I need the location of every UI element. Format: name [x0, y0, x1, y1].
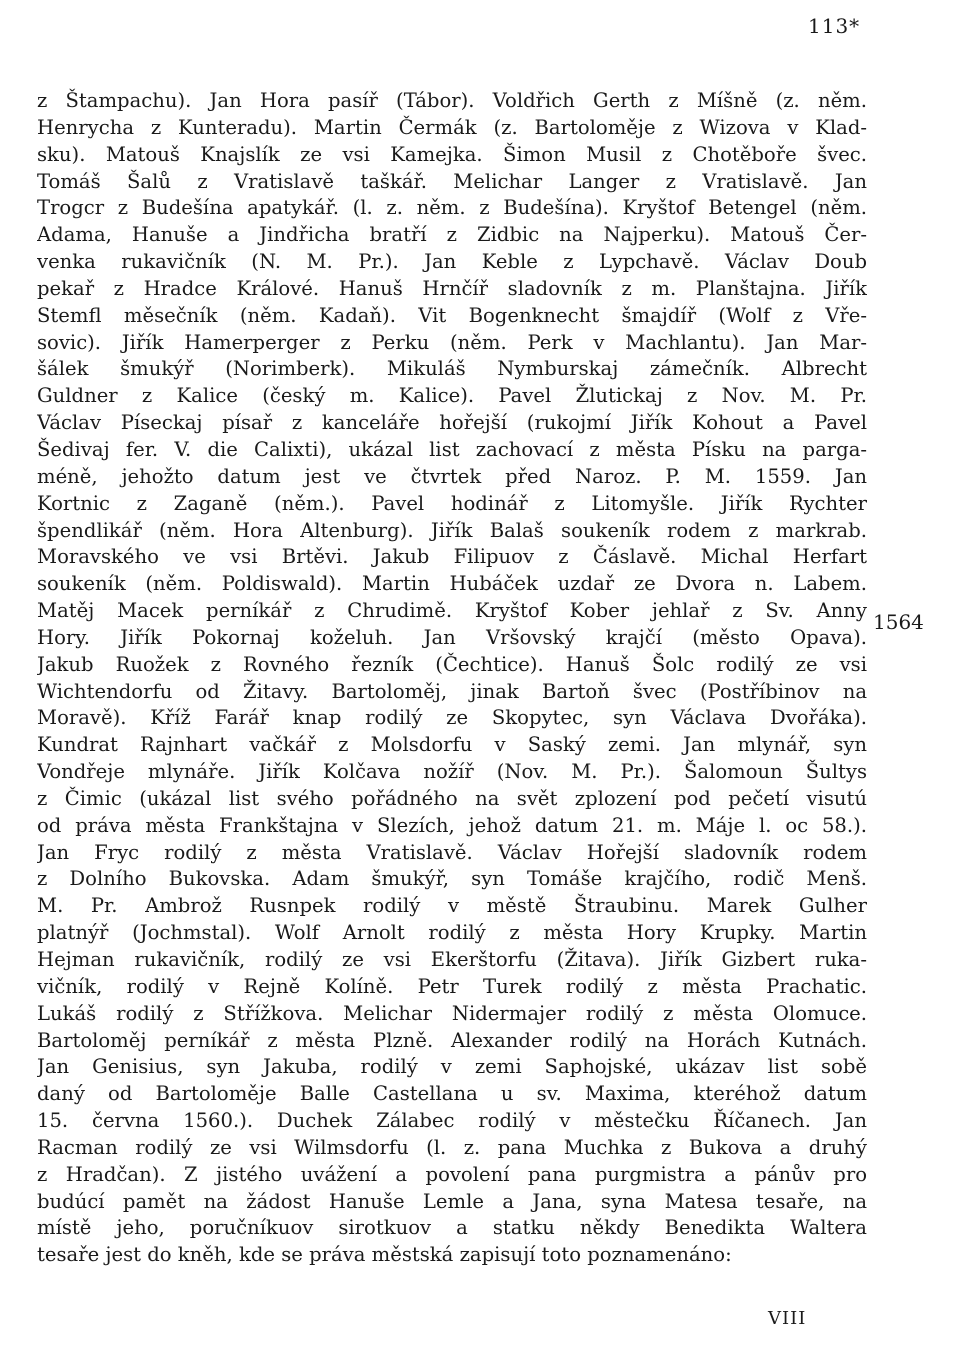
text-line: Šedivaj fer. V. die Calixti), ukázal list zachovací z města Písku na parga- — [37, 437, 867, 461]
signature-mark: VIII — [768, 1308, 807, 1329]
text-line: Hejman rukavičník, rodilý ze vsi Ekerštorfu (Žitava). Jiřík Gizbert ruka- — [37, 948, 867, 971]
body-text — [37, 88, 867, 1269]
text-line: Adama, Hanuše a Jindřicha bratří z Zidbic na Najperku). Matouš Čer- — [37, 223, 867, 247]
text-line: Kortnic z Zaganě (něm.). Pavel hodinář z Litomyšle. Jiřík Rychter — [37, 491, 867, 515]
text-line: M. Pr. Ambrož Rusnpek rodilý v městě Štraubinu. Marek Gulher — [37, 894, 867, 918]
text-line: Vondřeje mlynáře. Jiřík Kolčava nožíř (Nov. M. Pr.). Šalomoun Šultys — [37, 760, 867, 784]
page-number: 113* — [808, 14, 861, 38]
text-line: Racman rodilý ze vsi Wilmsdorfu (l. z. pana Muchka z Bukova a druhý — [37, 1135, 867, 1159]
text-line: špendlikář (něm. Hora Altenburg). Jiřík Balaš soukeník rodem z markrab. — [37, 518, 867, 542]
text-line: méně, jehožto datum jest ve čtvrtek před Naroz. P. M. 1559. Jan — [37, 464, 867, 488]
text-line: daný od Bartoloměje Balle Castellana u sv. Maxima, kteréhož datum — [37, 1082, 867, 1106]
text-line: Trogcr z Budešína apatykář. (l. z. něm. z Budešína). Kryštof Betengel (něm. — [37, 196, 867, 220]
text-line: soukeník (něm. Poldiswald). Martin Hubáček uzdař ze Dvora n. Labem. — [37, 572, 867, 596]
text-line: z Čimic (ukázal list svého pořádného na svět zplození pod pečetí visutú — [37, 786, 867, 810]
text-line: Moravě). Kříž Farář knap rodilý ze Skopytec, syn Václava Dvořáka). — [37, 706, 867, 730]
text-line: místě jeho, poručníkuov sirotkuov a statku někdy Benedikta Waltera — [37, 1216, 867, 1240]
text-line: Tomáš Šalů z Vratislavě taškář. Melichar Langer z Vratislavě. Jan — [37, 169, 867, 193]
text-line: z Štampachu). Jan Hora pasíř (Tábor). Voldřich Gerth z Míšně (z. něm. — [37, 89, 867, 112]
text-line: Jakub Ruožek z Rovného řezník (Čechtice). Hanuš Šolc rodilý ze vsi — [37, 652, 867, 676]
text-line: Hory. Jiřík Pokornaj koželuh. Jan Vršovský krajčí (město Opava). — [37, 625, 867, 649]
text-line: z Hradčan). Z jistého uvážení a povolení pana purgmistra a pánův pro — [37, 1162, 867, 1186]
text-line: Wichtendorfu od Žitavy. Bartoloměj, jinak Bartoň švec (Postříbinov na — [37, 679, 867, 703]
text-line: z Dolního Bukovska. Adam šmukýř, syn Tomáše krajčího, rodič Menš. — [37, 867, 867, 891]
text-line: Jan Genisius, syn Jakuba, rodilý v zemi Saphojské, ukázav list sobě — [37, 1055, 867, 1079]
text-line: 15. června 1560.). Duchek Zálabec rodilý v městečku Říčanech. Jan — [37, 1109, 867, 1133]
text-line: Henrycha z Kunteradu). Martin Čermák (z. Bartoloměje z Wizova v Klad- — [37, 115, 867, 139]
text-line: Matěj Macek perníkář z Chrudimě. Kryštof Kober jehlař z Sv. Anny — [37, 599, 867, 623]
text-line: Guldner z Kalice (český m. Kalice). Pavel Žlutickaj z Nov. M. Pr. — [37, 384, 867, 408]
text-line: od práva města Frankštajna v Slezích, jehož datum 21. m. Máje l. oc 58.). — [37, 813, 867, 837]
text-line: Lukáš rodilý z Střížkova. Melichar Nidermajer rodilý z města Olomuce. — [37, 1001, 867, 1025]
margin-year-note: 1564 — [873, 610, 924, 634]
text-line: vičník, rodilý v Rejně Kolíně. Petr Turek rodilý z města Prachatic. — [37, 974, 867, 998]
text-line: platnýř (Jochmstal). Wolf Arnolt rodilý z města Hory Krupky. Martin — [37, 921, 867, 945]
text-line: Václav Píseckaj písař z kanceláře hořejší (rukojmí Jiřík Kohout a Pavel — [37, 411, 867, 435]
text-line: pekař z Hradce Králové. Hanuš Hrnčíř sladovník z m. Planštajna. Jiřík — [37, 276, 867, 300]
text-line: Moravského ve vsi Brtěvi. Jakub Filipuov z Čáslavě. Michal Herfart — [37, 545, 867, 569]
text-line: sovic). Jiřík Hamerperger z Perku (něm. Perk v Machlantu). Jan Mar- — [37, 330, 867, 354]
text-line: Kundrat Rajnhart vačkář z Molsdorfu v Saský zemi. Jan mlynář, syn — [37, 733, 867, 757]
text-line: venka rukavičník (N. M. Pr.). Jan Keble z Lypchavě. Václav Doub — [37, 250, 867, 274]
text-line: šálek šmukýř (Norimberk). Mikuláš Nymburskaj zámečník. Albrecht — [37, 357, 867, 381]
text-line: sku). Matouš Knajslík ze vsi Kamejka. Šimon Musil z Chotěboře švec. — [37, 142, 867, 166]
text-line: tesaře jest do kněh, kde se práva městská zapisují toto poznamenáno: — [37, 1243, 732, 1267]
text-line: Stemfl měsečník (něm. Kadaň). Vit Bogenknecht šmajdíř (Wolf z Vře- — [37, 303, 867, 327]
text-line: Bartoloměj perníkář z města Plzně. Alexander rodilý na Horách Kutnách. — [37, 1028, 867, 1052]
text-line: Jan Fryc rodilý z města Vratislavě. Václav Hořejší sladovník rodem — [37, 840, 867, 864]
text-line: budúcí pamět na žádost Hanuše Lemle a Jana, syna Matesa tesaře, na — [37, 1189, 867, 1213]
